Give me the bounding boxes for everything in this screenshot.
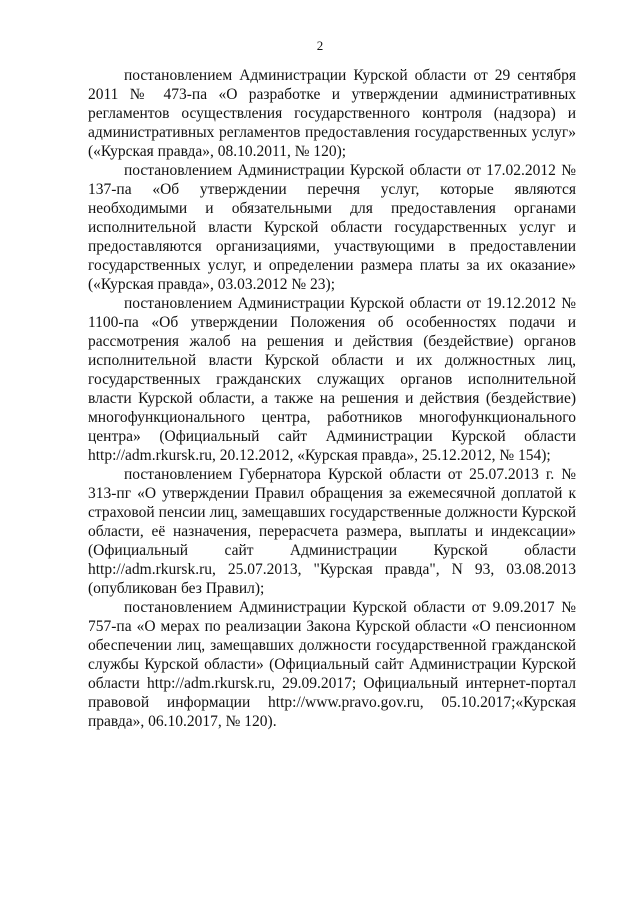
page-number: 2 [316, 38, 324, 53]
paragraph-resolution-313: постановлением Губернатора Курской области от 25.07.2013 г. № 313-пг «О утверждении Правил обращения за ежемесячной доплатой к страховой пенсии лиц, замещавших государственные должности Курской области, её назначения, перерасчета размера, выплаты и индексации» (Официальный сайт Администрации Курской области http://adm.rkursk.ru, 25.07.2013, "Курская правда", N 93, 03.08.2013 (опубликован без Правил); [88, 466, 576, 597]
paragraph-resolution-1100: постановлением Администрации Курской области от 19.12.2012 № 1100-па «Об утверждении Положения об особенностях подачи и рассмотрения жалоб на решения и действия (бездействие) органов исполнительной власти Курской области и их должностных лиц, государственных гражданских служащих органов исполнительной власти Курской области, а также на решения и действия (бездействие) многофункционального центра, работников многофункционального центра» (Официальный сайт Администрации Курской области http://adm.rkursk.ru, 20.12.2012, «Курская правда», 25.12.2012, № 154); [88, 295, 576, 464]
document-body [88, 66, 576, 731]
paragraph-resolution-473: постановлением Администрации Курской области от 29 сентября 2011 № 473-па «О разработке и утверждении административных регламентов осуществления государственного контроля (надзора) и административных регламентов предоставления государственных услуг» («Курская правда», 08.10.2011, № 120); [88, 67, 576, 160]
paragraph-resolution-137: постановлением Администрации Курской области от 17.02.2012 № 137-па «Об утверждении перечня услуг, которые являются необходимыми и обязательными для предоставления органами исполнительной власти Курской области государственных услуг и предоставляются организациями, участвующими в предоставлении государственных услуг, и определении размера платы за их оказание» («Курская правда», 03.03.2012 № 23); [88, 162, 576, 293]
paragraph-resolution-757: постановлением Администрации Курской области от 9.09.2017 № 757-па «О мерах по реализации Закона Курской области «О пенсионном обеспечении лиц, замещавших должности государственной гражданской службы Курской области» (Официальный сайт Администрации Курской области http://adm.rkursk.ru, 29.09.2017; Официальный интернет-портал правовой информации http://www.pravo.gov.ru, 05.10.2017;«Курская правда», 06.10.2017, № 120). [88, 599, 576, 730]
